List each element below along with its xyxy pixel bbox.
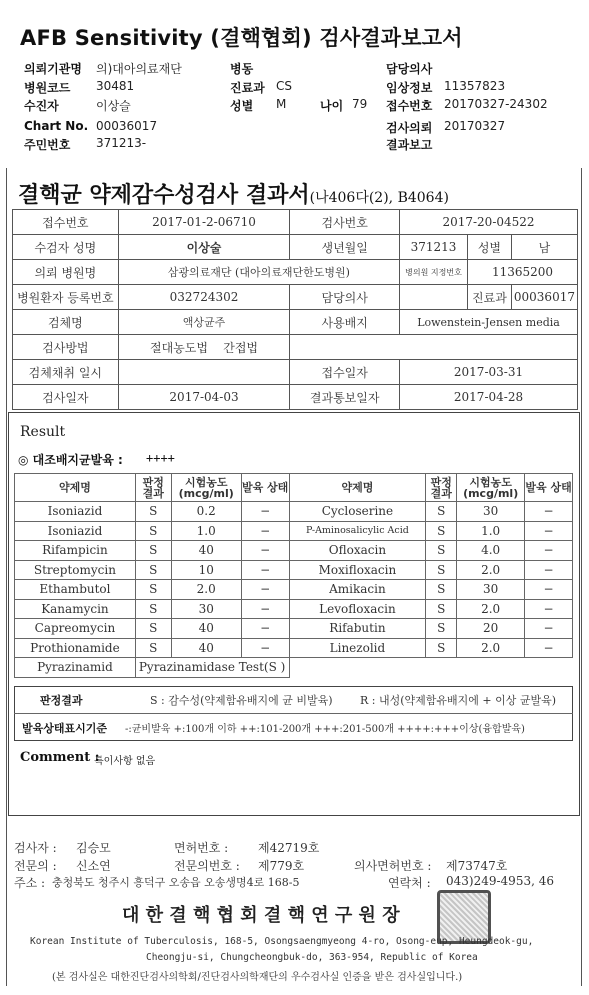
cell-l-drug: Streptomycin	[15, 560, 136, 580]
department-value: CS	[276, 79, 292, 93]
document-title	[18, 178, 449, 209]
certification-note: (본 검사실은 대한진단검사의학회/진단검사의학재단의 우수검사실 인증을 받은 검사실입니다.)	[52, 972, 463, 983]
cell-r-judge: S	[426, 638, 457, 658]
cell-r-conc: 30	[457, 502, 525, 522]
md-license-label: 의사면허번호 :	[354, 859, 432, 873]
cell-r-conc: 20	[457, 619, 525, 639]
cell-l-conc: 40	[171, 638, 241, 658]
contact-label: 연락처 :	[388, 876, 431, 890]
cell-l-conc: 1.0	[171, 521, 241, 541]
result-report-label: 결과보고	[386, 138, 433, 152]
method-label: 검사방법	[13, 335, 119, 360]
notified-date-label: 결과통보일자	[290, 385, 400, 410]
organization-address-line2: Cheongju-si, Chungcheongbuk-do, 363-954, Republic of Korea	[146, 952, 478, 963]
attending-doctor-label: 담당의사	[290, 285, 400, 310]
license-label: 면허번호 :	[174, 841, 229, 855]
method-empty	[290, 335, 578, 360]
cell-r-conc: 2.0	[457, 560, 525, 580]
cell-l-judge: S	[135, 619, 171, 639]
col-drug-left: 약제명	[15, 474, 136, 502]
medium-value: Lowenstein-Jensen media	[400, 310, 578, 335]
cell-r-growth: −	[525, 502, 573, 522]
examiner-label: 검사자 :	[14, 841, 57, 855]
cell-l-conc: 40	[171, 619, 241, 639]
method-value	[118, 335, 290, 360]
request-label: 검사의뢰	[386, 121, 433, 135]
age-value: 79	[352, 97, 368, 111]
table-row	[15, 502, 573, 522]
table-row	[13, 335, 578, 360]
table-row	[15, 638, 573, 658]
cell-l-judge: S	[135, 580, 171, 600]
table-row	[15, 599, 573, 619]
pyrazinamide-name: Pyrazinamid	[15, 658, 136, 678]
receipt-no-label: 접수번호	[13, 210, 119, 235]
sex-value: 남	[511, 235, 577, 260]
pyrazinamide-empty	[289, 658, 572, 678]
request-value: 20170327	[444, 119, 506, 133]
received-date-label: 접수일자	[290, 360, 400, 385]
cell-l-growth: −	[241, 580, 289, 600]
receipt-no-value: 2017-01-2-06710	[118, 210, 290, 235]
test-no-label: 검사번호	[290, 210, 400, 235]
organization-address-line1: Korean Institute of Tuberculosis, 168-5, Osongsaengmyeong 4-ro, Osong-eup, Heungdeok-gu,	[30, 936, 534, 947]
cell-l-judge: S	[135, 560, 171, 580]
registration-no-label: 병원환자 등록번호	[13, 285, 119, 310]
table-row	[15, 560, 573, 580]
contact-value: 043)249-4953, 46	[446, 874, 554, 888]
growth-standard-label: 발육상태표시기준	[22, 722, 108, 735]
susceptibility-table	[14, 473, 573, 678]
collection-date-value	[118, 360, 290, 385]
table-row	[13, 385, 578, 410]
cell-l-drug: Kanamycin	[15, 599, 136, 619]
doctor-label: 담당의사	[386, 62, 433, 76]
judgement-r: R : 내성(약제함유배지에 + 이상 균발육)	[360, 694, 557, 707]
cell-r-drug: Linezolid	[289, 638, 426, 658]
organization-korean: 대 한 결 핵 협 회 결 핵 연 구 원 장	[122, 905, 400, 926]
specialist-license-value: 제779호	[258, 859, 305, 873]
hospital-code-value: 30481	[96, 79, 135, 93]
examiner-value: 김승모	[76, 841, 111, 855]
receipt-number-value: 20170327-24302	[444, 97, 548, 111]
resident-id-label: 주민번호	[24, 138, 71, 152]
table-row	[13, 310, 578, 335]
patient-label: 수진자	[24, 99, 59, 113]
ward-label: 병동	[230, 62, 254, 76]
document-title-code: (나406다(2), B4064)	[309, 190, 449, 206]
chart-number-value: 00036017	[96, 119, 158, 133]
test-date-label: 검사일자	[13, 385, 119, 410]
cell-l-judge: S	[135, 521, 171, 541]
cell-r-drug: Amikacin	[289, 580, 426, 600]
chart-number-label: Chart No.	[24, 119, 89, 133]
patient-value: 이상슬	[96, 99, 131, 113]
control-growth-label: ◎ 대조배지균발육 :	[18, 453, 123, 467]
judgement-s: S : 감수성(약제함유배지에 균 비발육)	[150, 694, 333, 707]
col-judge-right: 판정 결과	[426, 474, 457, 502]
notified-date-value: 2017-04-28	[400, 385, 578, 410]
table-row	[15, 521, 573, 541]
growth-standard-value: -:균비발육 +:100개 이하 ++:101-200개 +++:201-500개 ++++:+++이상(융합발육)	[125, 724, 525, 735]
cell-r-growth: −	[525, 599, 573, 619]
cell-r-judge: S	[426, 502, 457, 522]
collection-date-label: 검체채취 일시	[13, 360, 119, 385]
col-growth-right: 발육 상태	[525, 474, 573, 502]
report-title: AFB Sensitivity (결핵협회) 검사결과보고서	[20, 26, 463, 50]
cell-l-growth: −	[241, 619, 289, 639]
department-value: 00036017	[511, 285, 577, 310]
col-conc-right: 시험농도 (mcg/ml)	[457, 474, 525, 502]
table-header-row	[15, 474, 573, 502]
cell-r-judge: S	[426, 619, 457, 639]
table-row	[13, 285, 578, 310]
sex-label: 성별	[467, 235, 511, 260]
attending-doctor-value	[400, 285, 468, 310]
test-date-value: 2017-04-03	[118, 385, 290, 410]
cell-l-conc: 30	[171, 599, 241, 619]
cell-r-conc: 30	[457, 580, 525, 600]
cell-l-judge: S	[135, 638, 171, 658]
hospital-code-label: 병원코드	[24, 81, 71, 95]
table-row	[15, 619, 573, 639]
cell-l-growth: −	[241, 560, 289, 580]
cell-r-judge: S	[426, 599, 457, 619]
judgement-label: 판정결과	[40, 694, 83, 707]
address-value: 충청북도 청주시 흥덕구 오송읍 오송생명4로 168-5	[52, 876, 300, 889]
institution-label: 의뢰기관명	[24, 62, 82, 76]
patient-name-value: 이상술	[118, 235, 290, 260]
cell-l-growth: −	[241, 599, 289, 619]
sex-value: M	[276, 97, 287, 111]
registration-no-value: 032724302	[118, 285, 290, 310]
request-hospital-label: 의뢰 병원명	[13, 260, 119, 285]
cell-r-drug: Levofloxacin	[289, 599, 426, 619]
specialist-label: 전문의 :	[14, 859, 57, 873]
cell-l-judge: S	[135, 599, 171, 619]
test-no-value: 2017-20-04522	[400, 210, 578, 235]
comment-label: Comment :	[20, 750, 100, 765]
cell-r-judge: S	[426, 560, 457, 580]
cell-r-drug: Cycloserine	[289, 502, 426, 522]
cell-r-conc: 1.0	[457, 521, 525, 541]
cell-l-drug: Rifampicin	[15, 541, 136, 561]
cell-r-conc: 2.0	[457, 638, 525, 658]
institution-value: 의)대아의료재단	[96, 62, 182, 76]
cell-r-growth: −	[525, 521, 573, 541]
col-conc-left: 시험농도 (mcg/ml)	[171, 474, 241, 502]
patient-name-label: 수검자 성명	[13, 235, 119, 260]
dob-label: 생년월일	[290, 235, 400, 260]
department-label: 진료과	[467, 285, 511, 310]
hospital-code-label: 병의원 지정번호	[400, 260, 468, 285]
result-heading: Result	[20, 424, 66, 440]
dob-value: 371213	[400, 235, 468, 260]
specimen-label: 검체명	[13, 310, 119, 335]
cell-l-judge: S	[135, 502, 171, 522]
table-row	[13, 210, 578, 235]
cell-r-drug: Rifabutin	[289, 619, 426, 639]
cell-r-growth: −	[525, 541, 573, 561]
cell-l-growth: −	[241, 521, 289, 541]
cell-l-growth: −	[241, 541, 289, 561]
cell-l-growth: −	[241, 502, 289, 522]
comment-value: 특이사항 없음	[94, 756, 156, 767]
cell-l-conc: 0.2	[171, 502, 241, 522]
table-row	[13, 360, 578, 385]
received-date-value: 2017-03-31	[400, 360, 578, 385]
cell-r-drug: P-Aminosalicylic Acid	[289, 521, 426, 541]
cell-r-judge: S	[426, 521, 457, 541]
cell-l-drug: Capreomycin	[15, 619, 136, 639]
resident-id-value: 371213-	[96, 136, 147, 150]
cell-r-growth: −	[525, 560, 573, 580]
specimen-value: 액상균주	[118, 310, 290, 335]
cell-r-drug: Moxifloxacin	[289, 560, 426, 580]
document-title-main: 결핵균 약제감수성검사 결과서	[18, 182, 310, 208]
cell-r-drug: Ofloxacin	[289, 541, 426, 561]
cell-r-conc: 2.0	[457, 599, 525, 619]
md-license-value: 제73747호	[446, 859, 508, 873]
cell-l-conc: 10	[171, 560, 241, 580]
cell-l-drug: Prothionamide	[15, 638, 136, 658]
table-row	[15, 541, 573, 561]
cell-r-growth: −	[525, 638, 573, 658]
sex-label: 성별	[230, 99, 254, 113]
medium-label: 사용배지	[290, 310, 400, 335]
license-value: 제42719호	[258, 841, 320, 855]
col-drug-right: 약제명	[289, 474, 426, 502]
table-row	[15, 658, 573, 678]
cell-r-judge: S	[426, 580, 457, 600]
pyrazinamide-result: Pyrazinamidase Test(S )	[135, 658, 289, 678]
receipt-number-label: 접수번호	[386, 99, 433, 113]
specialist-license-label: 전문의번호 :	[174, 859, 240, 873]
control-growth-value: ++++	[146, 451, 175, 465]
request-hospital-value: 삼광의료재단 (대아의료재단한도병원)	[118, 260, 399, 285]
age-label: 나이	[320, 99, 344, 113]
cell-l-judge: S	[135, 541, 171, 561]
method-absolute: 절대농도법	[150, 340, 208, 355]
department-label: 진료과	[230, 81, 265, 95]
clinical-info-label: 임상정보	[386, 81, 433, 95]
address-label: 주소 :	[14, 876, 46, 890]
legend-divider	[14, 713, 573, 714]
col-growth-left: 발육 상태	[241, 474, 289, 502]
table-row	[15, 580, 573, 600]
cell-l-growth: −	[241, 638, 289, 658]
col-judge-left: 판정 결과	[135, 474, 171, 502]
clinical-info-value: 11357823	[444, 79, 506, 93]
cell-l-drug: Isoniazid	[15, 521, 136, 541]
cell-l-drug: Ethambutol	[15, 580, 136, 600]
cell-r-growth: −	[525, 580, 573, 600]
method-indirect: 간접법	[223, 340, 259, 355]
cell-r-conc: 4.0	[457, 541, 525, 561]
cell-r-growth: −	[525, 619, 573, 639]
specialist-value: 신소연	[76, 859, 111, 873]
cell-l-drug: Isoniazid	[15, 502, 136, 522]
cell-l-conc: 40	[171, 541, 241, 561]
specimen-info-table	[12, 209, 578, 410]
cell-r-judge: S	[426, 541, 457, 561]
table-row	[13, 260, 578, 285]
table-row	[13, 235, 578, 260]
cell-l-conc: 2.0	[171, 580, 241, 600]
hospital-code-value: 11365200	[467, 260, 577, 285]
